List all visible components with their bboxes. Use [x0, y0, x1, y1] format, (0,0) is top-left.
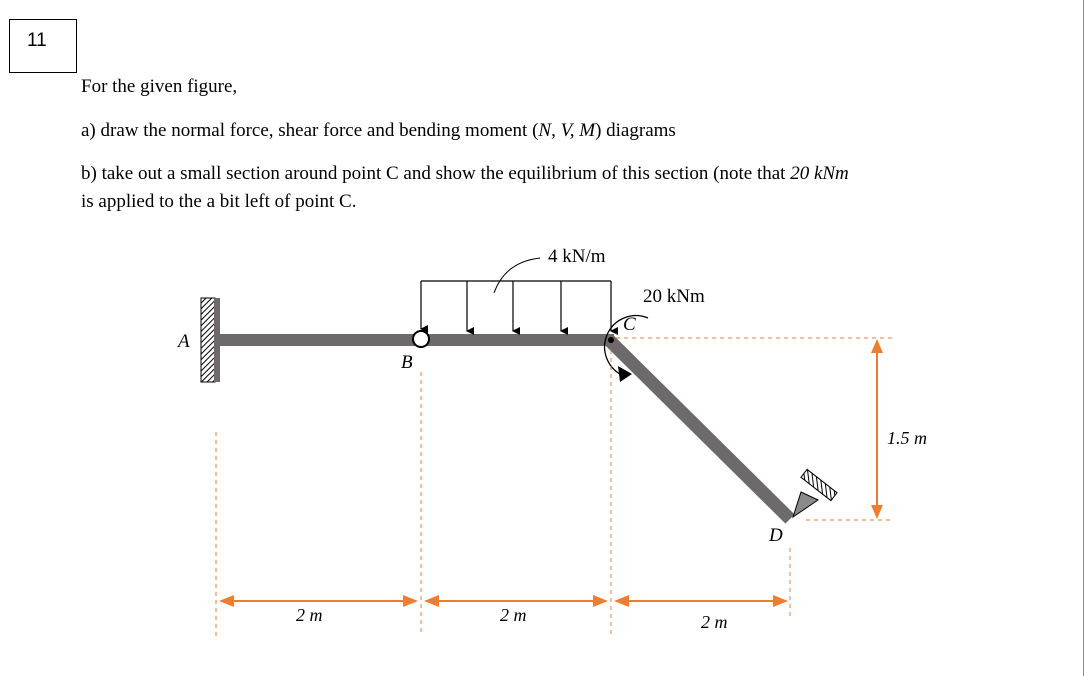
dim-cd	[614, 595, 788, 607]
question-number: 11	[9, 19, 77, 73]
dim-bc-label: 2 m	[500, 605, 527, 625]
task-a-post: ) diagrams	[595, 120, 676, 141]
dim-ab-label: 2 m	[296, 605, 323, 625]
task-b-pre: b) take out a small section around point C and show the equilibrium of this section (note that	[81, 163, 791, 184]
label-d: D	[769, 525, 783, 546]
load-leader	[494, 258, 540, 293]
hinge-b	[413, 331, 429, 347]
task-b-italic: 20 kNm	[790, 163, 849, 184]
intro-text: For the given figure,	[81, 76, 238, 97]
moment-label: 20 kNm	[643, 286, 705, 307]
dim-cd-label: 2 m	[701, 612, 728, 632]
support-d	[793, 492, 818, 517]
member-c-d	[609, 340, 790, 519]
label-a: A	[178, 331, 190, 352]
point-c-dot	[608, 337, 614, 343]
dim-height-label: 1.5 m	[887, 428, 927, 448]
label-b: B	[401, 352, 413, 373]
task-b-text-cont: is applied to the a bit left of point C.	[81, 191, 357, 212]
dim-height	[871, 339, 883, 519]
load-label: 4 kN/m	[548, 246, 606, 267]
wall-support-a	[201, 298, 215, 382]
label-c: C	[623, 314, 636, 335]
task-a-italic: N, V, M	[538, 120, 596, 141]
wall-plate-a	[214, 298, 220, 382]
task-a-pre: a) draw the normal force, shear force and bending moment (	[81, 120, 539, 141]
